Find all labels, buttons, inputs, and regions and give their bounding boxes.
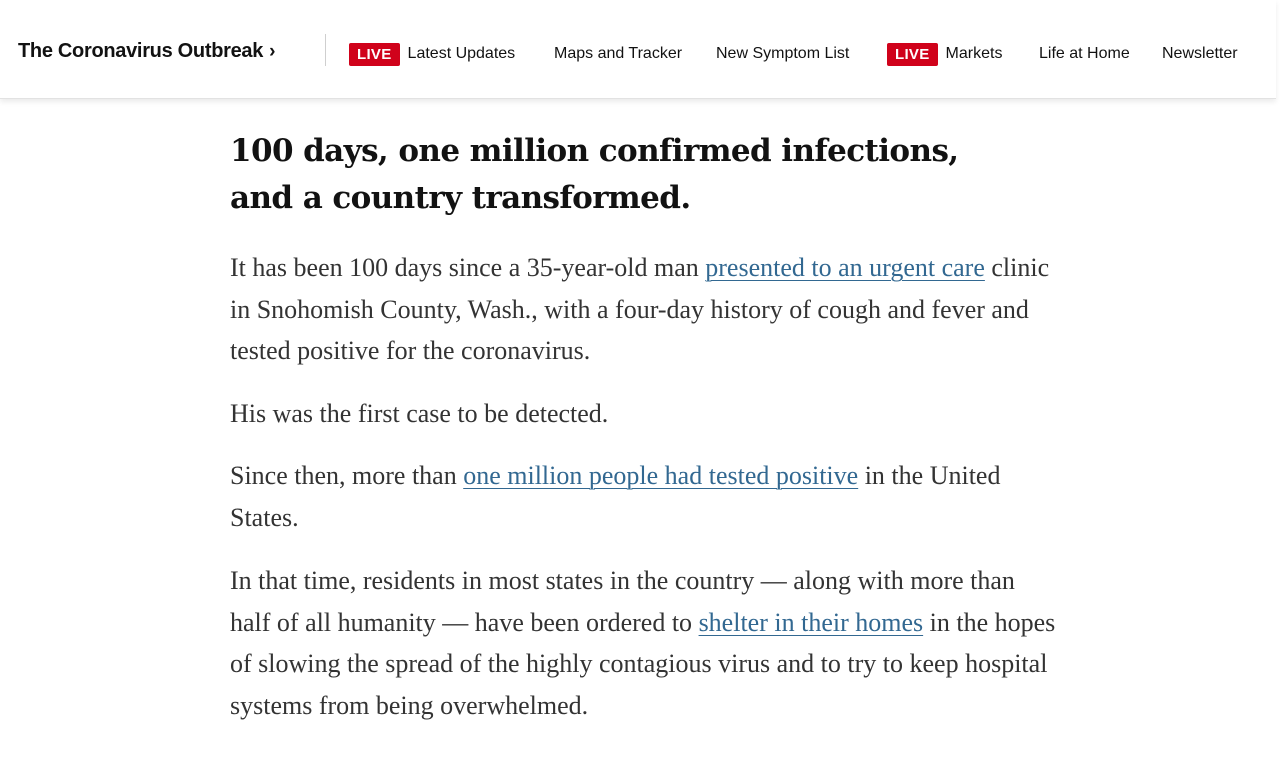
link-tested-positive[interactable]: one million people had tested positive: [463, 461, 859, 490]
article-paragraph: [230, 247, 1060, 372]
paragraph-text: in the United States.: [230, 461, 1001, 532]
paragraph-text: in the hopes of slowing the spread of the highly contagious virus and to try to keep hospital systems from being overwhelmed.: [230, 607, 1056, 720]
nav-item-maps-and-tracker[interactable]: [554, 42, 682, 66]
top-navigation-bar: [0, 0, 1276, 99]
nav-item-new-symptom-list[interactable]: [716, 42, 849, 66]
paragraph-text: Since then, more than: [230, 461, 464, 490]
section-title-link[interactable]: [18, 40, 275, 63]
paragraph-text: In that time, residents in most states in the country — along with more than half of all humanity — have been ordered to: [230, 566, 1015, 637]
link-shelter-in-homes[interactable]: shelter in their homes: [698, 607, 924, 637]
nav-item-newsletter[interactable]: [1162, 42, 1238, 66]
paragraph-text: clinic in Snohomish County, Wash., with a four-day history of cough and fever and tested positive for the coronavirus.: [230, 253, 1050, 365]
article-headline: 100 days, one million confirmed infections, and a country transformed.: [230, 133, 959, 216]
nav-item-label: Markets: [945, 45, 1003, 62]
nav-item-markets[interactable]: [887, 42, 1002, 66]
nav-item-latest-updates[interactable]: [349, 42, 515, 66]
nav-item-label: Maps and Tracker: [554, 45, 683, 62]
nav-item-life-at-home[interactable]: [1039, 42, 1130, 66]
nav-item-label: Life at Home: [1039, 45, 1130, 62]
link-urgent-care[interactable]: presented to an urgent care: [705, 253, 985, 282]
nav-item-label: Newsletter: [1162, 45, 1238, 62]
live-badge: LIVE: [349, 43, 400, 66]
section-title-text: The Coronavirus Outbreak: [18, 40, 264, 62]
nav-item-label: Latest Updates: [407, 45, 516, 62]
paragraph-text: It has been 100 days since a 35-year-old man: [230, 253, 706, 282]
article-paragraph: [230, 560, 1060, 726]
article-paragraph: His was the first case to be detected.: [230, 398, 609, 428]
nav-divider: [325, 34, 326, 66]
nav-item-label: New Symptom List: [716, 45, 850, 62]
chevron-right-icon: ›: [269, 41, 276, 62]
article: [230, 128, 1060, 726]
live-badge: LIVE: [887, 43, 938, 66]
article-paragraph: [230, 455, 1060, 538]
